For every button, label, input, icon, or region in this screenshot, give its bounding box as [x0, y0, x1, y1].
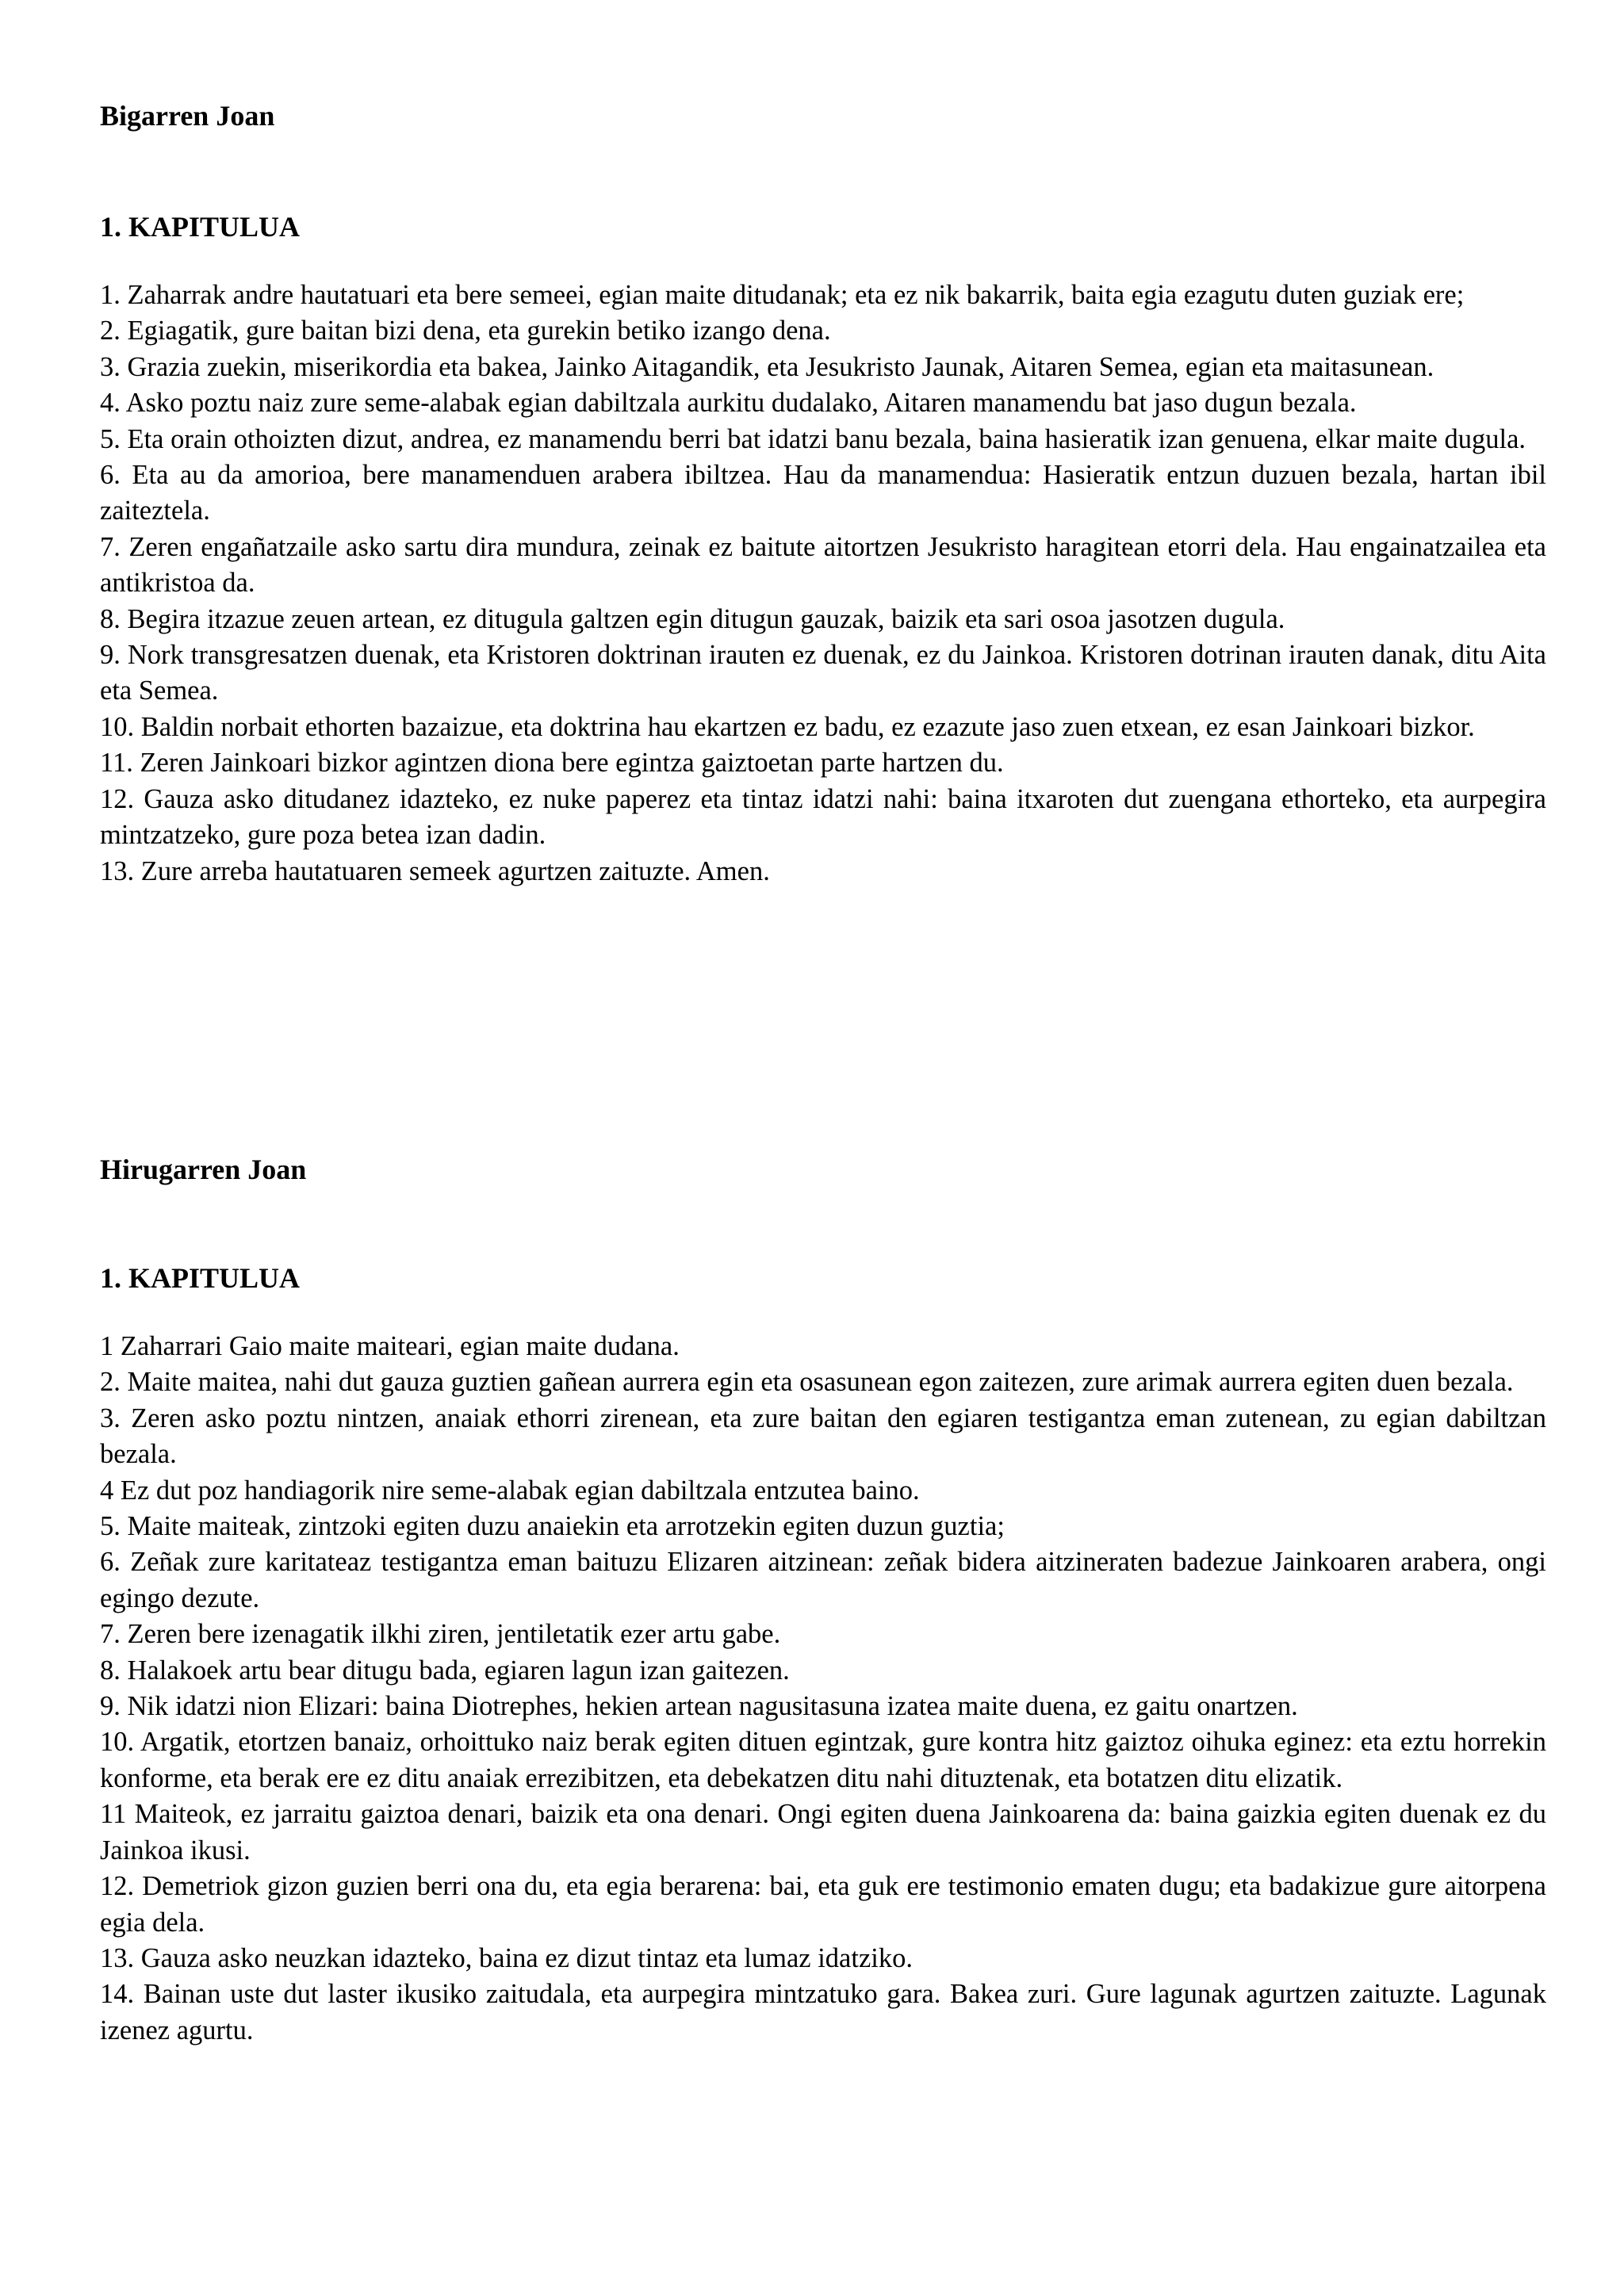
- verse: 12. Demetriok gizon guzien berri ona du, eta egia berarena: bai, eta guk ere testimonio ematen dugu; eta badakizue gure aitorpena egia dela.: [100, 1871, 1546, 1938]
- verse: 1 Zaharrari Gaio maite maiteari, egian maite dudana.: [100, 1331, 680, 1361]
- verse: 10. Argatik, etortzen banaiz, orhoittuko naiz berak egiten dituen egintzak, gure kontra hitz gaiztoz oihuka eginez: eta eztu horrekin konforme, eta berak ere ez ditu anaiak errezibitzen, eta debekatzen ditu nahi dituztenak, eta botatzen ditu elizatik.: [100, 1727, 1546, 1793]
- verse: 9. Nork transgresatzen duenak, eta Kristoren doktrinan irauten ez duenak, ez du Jainkoa. Kristoren dotrinan irauten danak, ditu Aita eta Semea.: [100, 640, 1546, 706]
- verse: 7. Zeren engañatzaile asko sartu dira mundura, zeinak ez baitute aitortzen Jesukristo haragitean etorri dela. Hau engainatzailea eta antikristoa da.: [100, 531, 1546, 599]
- book-title: Bigarren Joan: [100, 100, 275, 132]
- verse: 3. Grazia zuekin, miserikordia eta bakea, Jainko Aitagandik, eta Jesukristo Jaunak, Aitaren Semea, egian eta maitasunean.: [100, 351, 1434, 382]
- verse: 11 Maiteok, ez jarraitu gaiztoa denari, baizik eta ona denari. Ongi egiten duena Jainkoarena da: baina gaizkia egiten duenak ez du Jainkoa ikusi.: [100, 1799, 1546, 1866]
- verse-list: [100, 1329, 1546, 2049]
- verse: 9. Nik idatzi nion Elizari: baina Diotrephes, hekien artean nagusitasuna izatea maite duena, ez gaitu onartzen.: [100, 1691, 1298, 1722]
- verse: 2. Maite maitea, nahi dut gauza guztien gañean aurrera egin eta osasunean egon zaitezen, zure arimak aurrera egiten duen bezala.: [100, 1367, 1514, 1398]
- verse: 13. Gauza asko neuzkan idazteko, baina ez dizut tintaz eta lumaz idatziko.: [100, 1942, 913, 1973]
- verse: 6. Zeñak zure karitateaz testigantza eman baituzu Elizaren aitzinean: zeñak bidera aitzineraten badezue Jainkoaren arabera, ongi egingo dezute.: [100, 1547, 1546, 1613]
- verse: 14. Bainan uste dut laster ikusiko zaitudala, eta aurpegira mintzatuko gara. Bakea zuri. Gure lagunak agurtzen zaituzte. Lagunak izenez agurtu.: [100, 1979, 1546, 2045]
- verse: 3. Zeren asko poztu nintzen, anaiak ethorri zirenean, eta zure baitan den egiaren testigantza eman zutenean, zu egian dabiltzan bezala.: [100, 1402, 1546, 1470]
- verse: 8. Begira itzazue zeuen artean, ez ditugula galtzen egin ditugun gauzak, baizik eta sari osoa jasotzen dugula.: [100, 603, 1285, 634]
- chapter-title: 1. KAPITULUA: [100, 211, 301, 243]
- book-title: Hirugarren Joan: [100, 1154, 307, 1185]
- verse: 8. Halakoek artu bear ditugu bada, egiaren lagun izan gaitezen.: [100, 1655, 790, 1686]
- verse: 6. Eta au da amorioa, bere manamenduen arabera ibiltzea. Hau da manamendua: Hasieratik entzun duzuen bezala, hartan ibil zaiteztela.: [100, 460, 1546, 526]
- verse: 11. Zeren Jainkoari bizkor agintzen diona bere egintza gaiztoetan parte hartzen du.: [100, 748, 1004, 779]
- verse: 5. Eta orain othoizten dizut, andrea, ez manamendu berri bat idatzi banu bezala, baina hasieratik izan genuena, elkar maite dugula.: [100, 423, 1526, 454]
- verse: 4 Ez dut poz handiagorik nire seme-alabak egian dabiltzala entzutea baino.: [100, 1475, 920, 1506]
- chapter-title: 1. KAPITULUA: [100, 1262, 301, 1294]
- verse: 10. Baldin norbait ethorten bazaizue, eta doktrina hau ekartzen ez badu, ez ezazute jaso zuen etxean, ez esan Jainkoari bizkor.: [100, 711, 1475, 742]
- verse: 4. Asko poztu naiz zure seme-alabak egian dabiltzala aurkitu dudalako, Aitaren manamendu bat jaso dugun bezala.: [100, 388, 1357, 419]
- verse: 13. Zure arreba hautatuaren semeek agurtzen zaituzte. Amen.: [100, 855, 770, 886]
- verse-list: [100, 277, 1546, 890]
- verse: 5. Maite maiteak, zintzoki egiten duzu anaiekin eta arrotzekin egiten duzun guztia;: [100, 1511, 1005, 1542]
- verse: 7. Zeren bere izenagatik ilkhi ziren, jentiletatik ezer artu gabe.: [100, 1619, 781, 1650]
- verse: 12. Gauza asko ditudanez idazteko, ez nuke paperez eta tintaz idatzi nahi: baina itxaroten dut zuengana ethorteko, eta aurpegira mintzatzeko, gure poza betea izan dadin.: [100, 783, 1546, 851]
- verse: 2. Egiagatik, gure baitan bizi dena, eta gurekin betiko izango dena.: [100, 316, 831, 346]
- verse: 1. Zaharrak andre hautatuari eta bere semeei, egian maite ditudanak; eta ez nik bakarrik, baita egia ezagutu duten guziak ere;: [100, 280, 1465, 310]
